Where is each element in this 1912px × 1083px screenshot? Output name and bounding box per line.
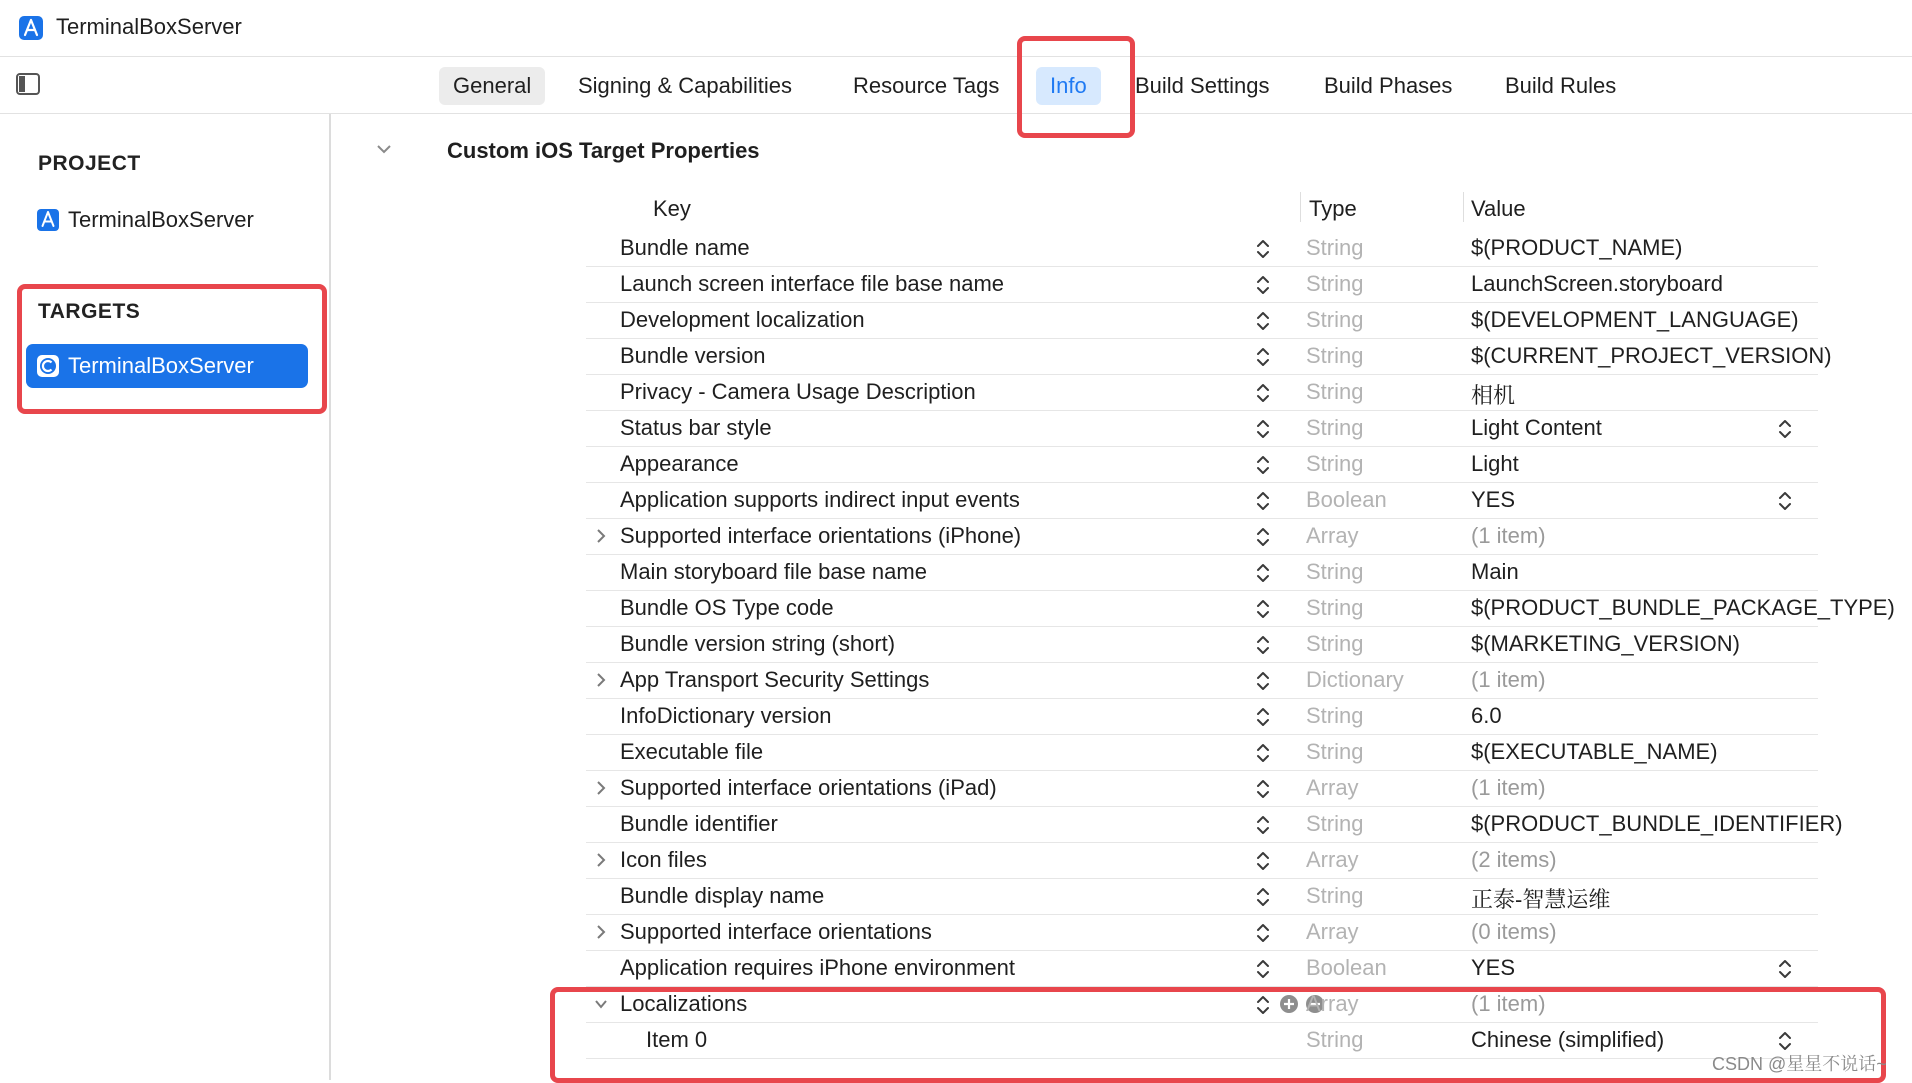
row-type[interactable]: Array (1306, 523, 1359, 548)
row-key[interactable]: Bundle display name (620, 883, 825, 908)
tab-general[interactable]: General (439, 67, 545, 105)
row-type[interactable]: String (1306, 559, 1364, 584)
watermark: CSDN @星星不说话~ (1712, 1054, 1887, 1074)
row-value[interactable]: $(PRODUCT_NAME) (1471, 235, 1683, 260)
key-popup-stepper-icon[interactable] (1256, 309, 1270, 333)
row-key[interactable]: Bundle identifier (620, 811, 778, 836)
row-value[interactable]: 相机 (1471, 383, 1516, 408)
key-popup-stepper-icon[interactable] (1256, 813, 1270, 837)
row-type[interactable]: Boolean (1306, 955, 1387, 980)
table-row[interactable] (586, 770, 1818, 807)
row-type[interactable]: String (1306, 379, 1364, 404)
key-popup-stepper-icon[interactable] (1256, 633, 1270, 657)
row-value[interactable]: 正泰-智慧运维 (1471, 887, 1611, 912)
column-divider (1463, 192, 1464, 222)
targets-section-label: TARGETS (38, 300, 141, 323)
table-row[interactable] (586, 374, 1818, 411)
table-row[interactable] (586, 734, 1818, 771)
table-row[interactable] (586, 878, 1818, 915)
key-popup-stepper-icon[interactable] (1256, 597, 1270, 621)
row-type[interactable]: Dictionary (1306, 667, 1404, 692)
row-type[interactable]: Array (1306, 775, 1359, 800)
project-section-label: PROJECT (38, 152, 141, 175)
row-value[interactable]: $(PRODUCT_BUNDLE_IDENTIFIER) (1471, 811, 1843, 836)
table-row[interactable] (586, 554, 1818, 591)
tab-build-rules[interactable]: Build Rules (1505, 73, 1617, 98)
column-divider (1300, 192, 1301, 222)
row-key[interactable]: Appearance (620, 451, 739, 476)
row-key[interactable]: Main storyboard file base name (620, 559, 927, 584)
row-type[interactable]: String (1306, 631, 1364, 656)
table-row[interactable] (586, 590, 1895, 627)
key-popup-stepper-icon[interactable] (1256, 381, 1270, 405)
row-value[interactable]: Light (1471, 451, 1519, 476)
chevron-right-icon[interactable] (594, 851, 608, 869)
key-popup-stepper-icon[interactable] (1256, 669, 1270, 693)
column-header-value[interactable]: Value (1471, 196, 1526, 221)
info-editor (331, 114, 1912, 1080)
key-popup-stepper-icon[interactable] (1256, 525, 1270, 549)
row-type[interactable]: Array (1306, 919, 1359, 944)
key-popup-stepper-icon[interactable] (1256, 705, 1270, 729)
row-type[interactable]: String (1306, 415, 1364, 440)
row-type[interactable]: String (1306, 703, 1364, 728)
column-header-type[interactable]: Type (1309, 196, 1357, 221)
row-key[interactable]: Bundle version string (short) (620, 631, 896, 656)
row-value[interactable]: Chinese (simplified) (1471, 1027, 1665, 1052)
row-key[interactable]: Status bar style (620, 415, 772, 440)
tab-build-settings[interactable]: Build Settings (1135, 73, 1270, 98)
row-type[interactable]: String (1306, 307, 1364, 332)
key-popup-stepper-icon[interactable] (1256, 237, 1270, 261)
key-popup-stepper-icon[interactable] (1256, 417, 1270, 441)
row-value[interactable]: (1 item) (1471, 991, 1546, 1016)
row-type[interactable]: String (1306, 811, 1364, 836)
row-key[interactable]: Supported interface orientations (620, 919, 932, 944)
row-key[interactable]: Bundle name (620, 235, 750, 260)
app-target-icon (18, 15, 44, 41)
row-key[interactable]: App Transport Security Settings (620, 667, 930, 692)
row-type[interactable]: String (1306, 271, 1364, 296)
table-row[interactable] (586, 626, 1818, 663)
row-key[interactable]: Localizations (620, 991, 748, 1016)
table-row[interactable] (586, 842, 1818, 879)
table-row[interactable] (586, 914, 1818, 951)
window-titlebar (0, 0, 1912, 57)
row-type[interactable]: String (1306, 595, 1364, 620)
row-key[interactable]: Privacy - Camera Usage Description (620, 379, 976, 404)
row-key[interactable]: Item 0 (646, 1027, 708, 1052)
sidebar-toggle-icon[interactable] (16, 73, 40, 95)
row-value[interactable]: (1 item) (1471, 775, 1546, 800)
row-key[interactable]: Application supports indirect input events (620, 487, 1020, 512)
key-popup-stepper-icon[interactable] (1256, 345, 1270, 369)
editor-tab-bar (0, 57, 1912, 114)
value-popup-stepper-icon[interactable] (1778, 489, 1792, 513)
row-value[interactable]: (2 items) (1471, 847, 1557, 872)
row-value[interactable]: (1 item) (1471, 523, 1546, 548)
key-popup-stepper-icon[interactable] (1256, 921, 1270, 945)
row-type[interactable]: String (1306, 451, 1364, 476)
row-key[interactable]: Supported interface orientations (iPhone) (620, 523, 1022, 548)
tab-resource-tags[interactable]: Resource Tags (853, 73, 1000, 98)
project-icon (36, 208, 60, 232)
highlight-info-tab (1017, 36, 1135, 138)
row-key[interactable]: InfoDictionary version (620, 703, 832, 728)
table-header (586, 184, 1818, 230)
tab-signing-capabilities[interactable]: Signing & Capabilities (578, 73, 793, 98)
chevron-right-icon[interactable] (594, 671, 608, 689)
value-popup-stepper-icon[interactable] (1778, 957, 1792, 981)
row-value[interactable]: Main (1471, 559, 1519, 584)
table-row[interactable] (586, 410, 1818, 447)
table-row[interactable] (586, 806, 1843, 843)
key-popup-stepper-icon[interactable] (1256, 885, 1270, 909)
row-key[interactable]: Development localization (620, 307, 865, 332)
row-type[interactable]: Array (1306, 847, 1359, 872)
row-type[interactable]: String (1306, 1027, 1364, 1052)
table-row[interactable] (586, 446, 1818, 483)
tab-build-phases[interactable]: Build Phases (1324, 73, 1453, 98)
chevron-right-icon[interactable] (594, 779, 608, 797)
table-row[interactable] (586, 338, 1832, 375)
row-type[interactable]: Boolean (1306, 487, 1387, 512)
table-row[interactable] (586, 230, 1818, 267)
row-value[interactable]: $(EXECUTABLE_NAME) (1471, 739, 1718, 764)
row-value[interactable]: (0 items) (1471, 919, 1557, 944)
table-row[interactable] (586, 950, 1818, 987)
key-popup-stepper-icon[interactable] (1256, 777, 1270, 801)
highlight-localizations (550, 987, 1886, 1083)
row-type[interactable]: String (1306, 235, 1364, 260)
table-row[interactable] (586, 302, 1818, 339)
row-value[interactable]: 6.0 (1471, 703, 1502, 728)
row-type[interactable]: String (1306, 343, 1364, 368)
section-title: Custom iOS Target Properties (447, 138, 760, 163)
highlight-target (17, 284, 327, 414)
key-popup-stepper-icon[interactable] (1256, 561, 1270, 585)
key-popup-stepper-icon[interactable] (1256, 453, 1270, 477)
row-value[interactable]: $(DEVELOPMENT_LANGUAGE) (1471, 307, 1799, 332)
row-value[interactable]: YES (1471, 955, 1516, 980)
sidebar-item-label: TerminalBoxServer (68, 207, 254, 232)
row-type[interactable]: String (1306, 739, 1364, 764)
key-popup-stepper-icon[interactable] (1256, 273, 1270, 297)
table-row[interactable] (586, 266, 1818, 303)
key-popup-stepper-icon[interactable] (1256, 489, 1270, 513)
row-value[interactable]: LaunchScreen.storyboard (1471, 271, 1723, 296)
row-type[interactable]: Array (1306, 991, 1359, 1016)
row-key[interactable]: Executable file (620, 739, 764, 764)
row-key[interactable]: Bundle OS Type code (620, 595, 834, 620)
row-key[interactable]: Supported interface orientations (iPad) (620, 775, 997, 800)
table-row[interactable] (586, 518, 1818, 555)
sidebar-item-project[interactable] (26, 198, 306, 242)
key-popup-stepper-icon[interactable] (1256, 849, 1270, 873)
row-key[interactable]: Bundle version (620, 343, 766, 368)
table-row[interactable] (586, 698, 1818, 735)
row-value[interactable]: $(PRODUCT_BUNDLE_PACKAGE_TYPE) (1471, 595, 1895, 620)
sidebar-item-label: TerminalBoxServer (68, 353, 254, 378)
project-navigator-sidebar (0, 114, 331, 1080)
tab-info[interactable]: Info (1036, 67, 1101, 105)
row-key[interactable]: Launch screen interface file base name (620, 271, 1005, 296)
window-title: TerminalBoxServer (56, 14, 242, 39)
row-type[interactable]: String (1306, 883, 1364, 908)
value-popup-stepper-icon[interactable] (1778, 417, 1792, 441)
row-value[interactable]: (1 item) (1471, 667, 1546, 692)
table-row[interactable] (586, 482, 1818, 519)
row-key[interactable]: Icon files (620, 847, 707, 872)
row-value[interactable]: YES (1471, 487, 1516, 512)
chevron-right-icon[interactable] (594, 527, 608, 545)
column-header-key[interactable]: Key (653, 196, 691, 221)
row-value[interactable]: $(MARKETING_VERSION) (1471, 631, 1740, 656)
row-key[interactable]: Application requires iPhone environment (620, 955, 1016, 980)
row-value[interactable]: $(CURRENT_PROJECT_VERSION) (1471, 343, 1832, 368)
key-popup-stepper-icon[interactable] (1256, 741, 1270, 765)
chevron-down-icon[interactable] (375, 140, 393, 158)
key-popup-stepper-icon[interactable] (1256, 957, 1270, 981)
chevron-right-icon[interactable] (594, 923, 608, 941)
row-value[interactable]: Light Content (1471, 415, 1602, 440)
table-row[interactable] (586, 662, 1818, 699)
